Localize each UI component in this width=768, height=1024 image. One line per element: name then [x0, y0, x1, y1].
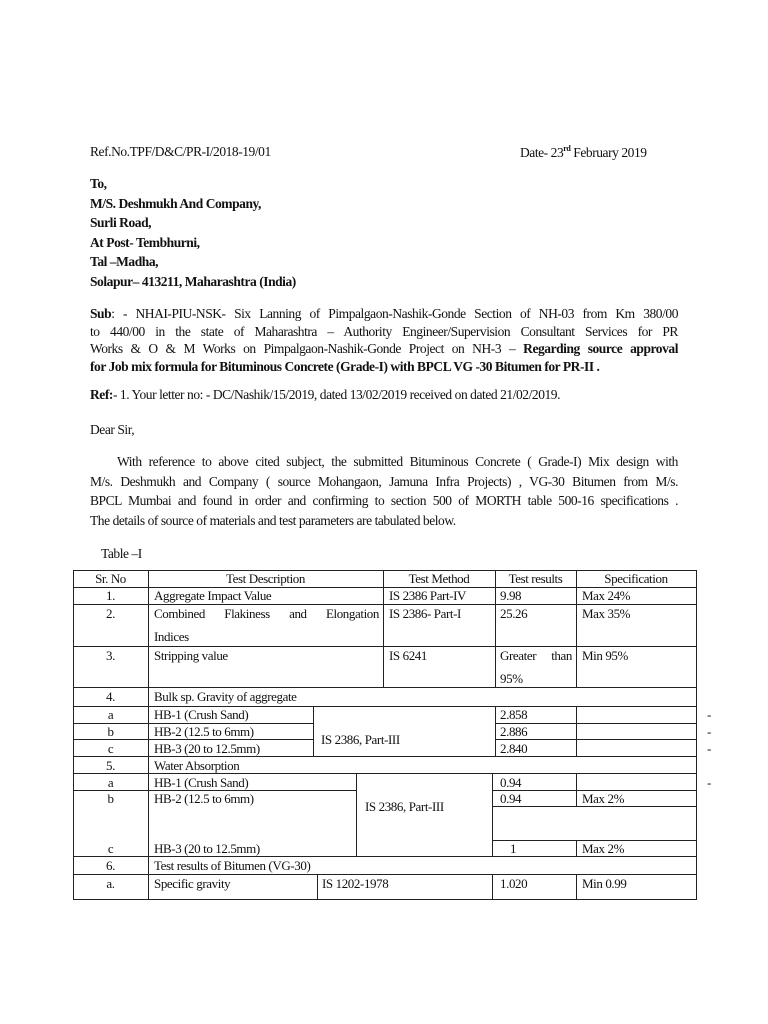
table-cell: b	[107, 724, 114, 739]
reference-line: Ref:- 1. Your letter no: - DC/Nashik/15/2019, dated 13/02/2019 received on dated 21/02/2019.	[90, 387, 561, 402]
table-cell: IS 1202-1978	[322, 876, 389, 891]
table-cell: Max 2%	[582, 791, 625, 806]
table-cell: 1	[510, 841, 517, 856]
table-cell: c	[107, 741, 114, 756]
table-cell: HB-3 (20 to 12.5mm)	[154, 841, 260, 856]
reference-number: Ref.No.TPF/D&C/PR-I/2018-19/01	[90, 144, 271, 159]
header-sr-no: Sr. No	[95, 571, 126, 586]
table-cell: 9.98	[500, 588, 522, 603]
body-paragraph	[90, 452, 678, 530]
table-caption: Table –I	[101, 546, 142, 561]
table-cell: Min 95%	[582, 648, 628, 663]
table-cell: 2.858	[500, 707, 528, 722]
letter-date: Date- 23rd February 2019	[520, 144, 647, 160]
body-line: BPCL Mumbai and found in order and confirming to section 500 of MORTH table 500-16 specifications .	[90, 493, 678, 508]
table-cell: 1.020	[500, 876, 528, 891]
address-line: At Post- Tembhurni,	[90, 234, 200, 250]
table-cell: HB-1 (Crush Sand)	[154, 775, 249, 790]
table-cell: Bulk sp. Gravity of aggregate	[154, 689, 297, 704]
table-cell: HB-2 (12.5 to 6mm)	[154, 791, 254, 806]
table-cell: 5.	[106, 758, 115, 773]
address-line: Tal –Madha,	[90, 254, 159, 269]
table-cell: a	[107, 707, 114, 722]
subject-line: to 440/00 in the state of Maharashtra – Authority Engineer/Supervision Consultant Services for PR	[90, 323, 678, 339]
table-cell: 0.94	[500, 791, 522, 806]
address-block	[90, 175, 296, 292]
test-results-table	[73, 570, 711, 900]
table-cell: -	[707, 741, 711, 756]
table-cell: 25.26	[500, 606, 528, 621]
table-cell: IS 6241	[389, 648, 428, 663]
table-cell: HB-3 (20 to 12.5mm)	[154, 741, 260, 756]
table-cell: c	[107, 841, 114, 856]
table-cell: 2.886	[500, 724, 528, 739]
subject-line: Sub: - NHAI-PIU-NSK- Six Lanning of Pimpalgaon-Nashik-Gonde Section of NH-03 from Km 380/00	[90, 306, 678, 321]
address-line: Surli Road,	[90, 215, 152, 230]
table-cell: 2.	[106, 606, 115, 621]
table-cell: HB-2 (12.5 to 6mm)	[154, 724, 254, 739]
table-cell: 4.	[106, 689, 115, 704]
table-cell: Water Absorption	[154, 758, 240, 773]
subject-line: Works & O & M Works on Pimpalgaon-Nashik-Gonde Project on NH-3 – Regarding source approval	[90, 341, 678, 356]
table-cell: Test results of Bitumen (VG-30)	[154, 858, 311, 873]
table-cell: Max 35%	[582, 606, 631, 621]
address-line: M/S. Deshmukh And Company,	[90, 195, 261, 211]
body-line: M/s. Deshmukh and Company ( source Mohangaon, Jamuna Infra Projects) , VG-30 Bitumen from M/s.	[90, 473, 678, 489]
table-cell: Min 0.99	[582, 876, 627, 891]
table-cell: Combined Flakiness and Elongation	[154, 606, 379, 621]
table-cell: 6.	[106, 858, 115, 873]
table-cell: a	[107, 775, 114, 790]
table-cell: IS 2386- Part-I	[389, 606, 461, 621]
table-cell: IS 2386 Part-IV	[389, 588, 467, 603]
subject-block	[90, 305, 678, 375]
address-to: To,	[90, 176, 107, 191]
table-cell: HB-1 (Crush Sand)	[154, 707, 249, 722]
table-cell: Stripping value	[154, 648, 228, 663]
salutation: Dear Sir,	[90, 422, 135, 437]
body-line: The details of source of materials and test parameters are tabulated below.	[90, 512, 456, 528]
header-test-method: Test Method	[408, 571, 470, 586]
table-cell: -	[707, 775, 711, 790]
table-cell: Greater than	[500, 648, 572, 663]
table-cell: Indices	[154, 629, 189, 644]
table-cell: -	[707, 707, 711, 722]
table-cell: Aggregate Impact Value	[154, 588, 272, 603]
header-specification: Specification	[604, 571, 668, 586]
address-line: Solapur– 413211, Maharashtra (India)	[90, 273, 296, 289]
header-test-description: Test Description	[226, 571, 305, 586]
table-cell: Specific gravity	[154, 876, 231, 891]
table-cell: 95%	[500, 671, 523, 686]
table-cell-merged-method: IS 2386, Part-III	[321, 732, 400, 747]
table-cell: 0.94	[500, 775, 522, 790]
subject-line: for Job mix formula for Bituminous Concrete (Grade-I) with BPCL VG -30 Bitumen for PR-II .	[90, 358, 600, 374]
table-cell: 3.	[106, 648, 115, 663]
table-cell-merged-method: IS 2386, Part-III	[365, 799, 444, 814]
header-test-results: Test results	[508, 571, 563, 586]
table-cell: -	[707, 724, 711, 739]
body-line: With reference to above cited subject, the submitted Bituminous Concrete ( Grade-I) Mix design with	[117, 454, 678, 469]
table-cell: Max 24%	[582, 588, 631, 603]
table-cell: a.	[106, 876, 115, 891]
table-cell: b	[107, 791, 114, 806]
table-cell: Max 2%	[582, 841, 625, 856]
table-cell: 1.	[106, 588, 115, 603]
table-cell: 2.840	[500, 741, 528, 756]
